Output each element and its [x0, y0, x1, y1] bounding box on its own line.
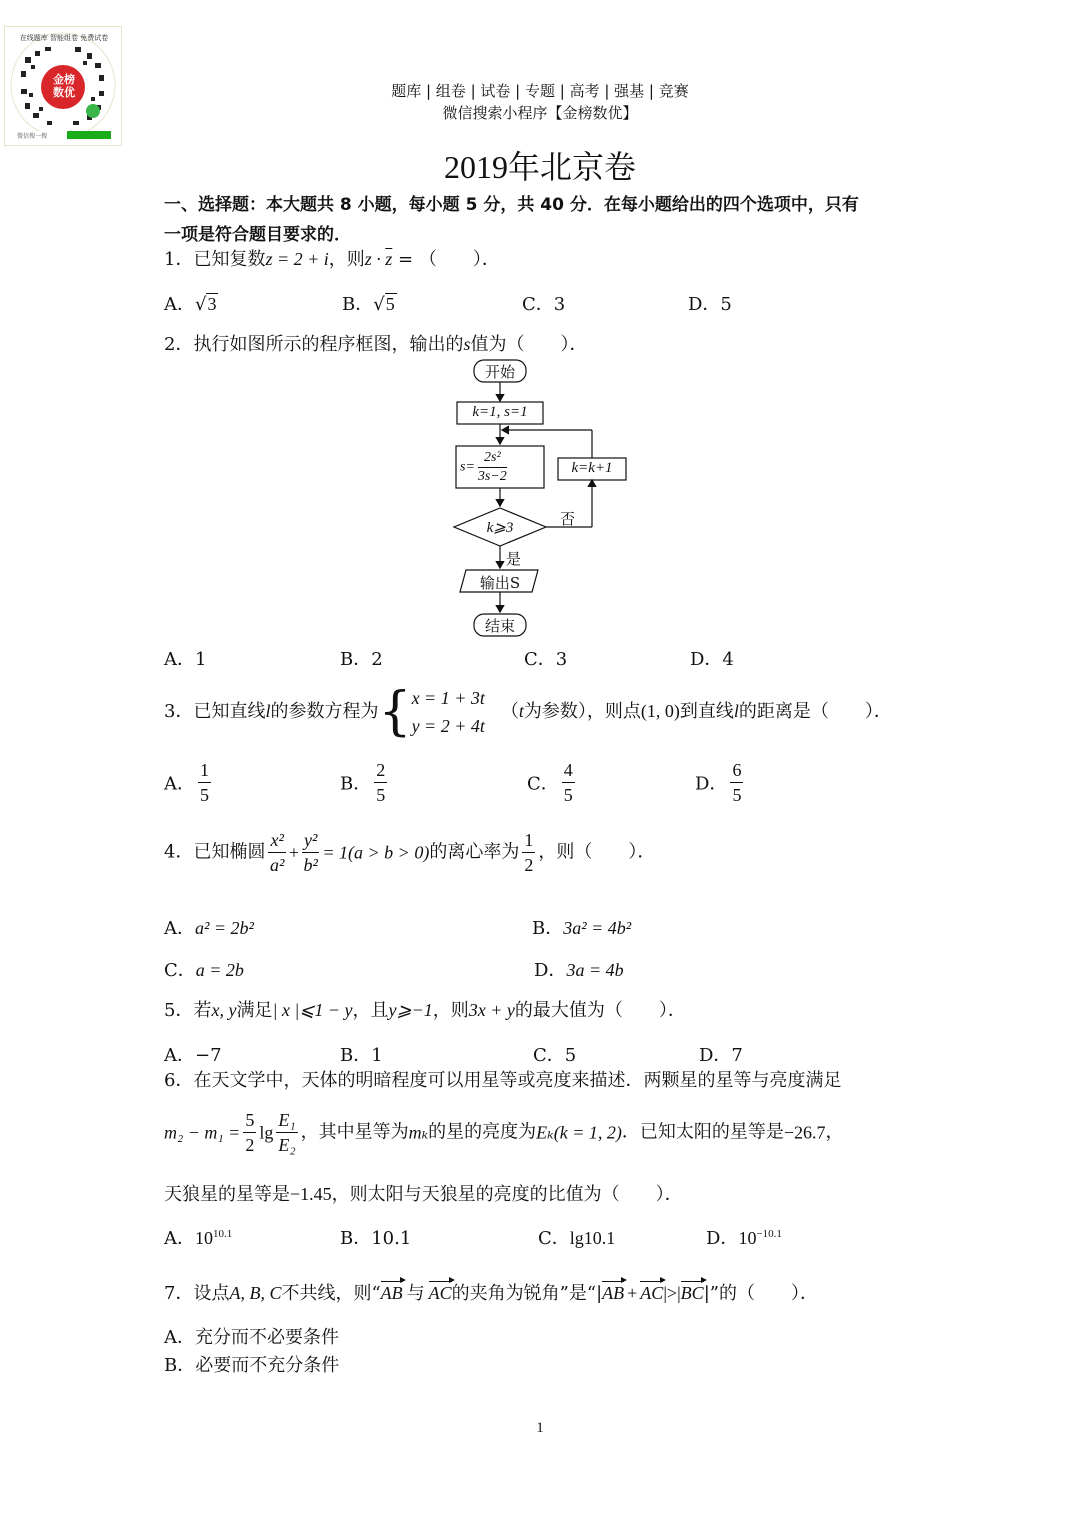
- fc-yes-label: 是: [506, 550, 522, 568]
- question-3: 3．已知直线l的参数方程为{ x = 1 + 3t y = 2 + 4t （t为参数），则点(1, 0)到直线l的距离是（ ）．: [164, 682, 892, 742]
- page-title: 2019年北京卷: [443, 149, 636, 185]
- q5-option-a: A．−7: [164, 1045, 222, 1066]
- q6-option-b: B．10.1: [340, 1228, 412, 1249]
- question-2: 2．执行如图所示的程序框图，输出的s值为（ ）．: [164, 334, 588, 355]
- fc-end: 结束: [484, 617, 515, 635]
- q1-option-c: C．3: [522, 294, 566, 315]
- question-1: 1．已知复数z = 2 + i，则$z \cdot \overline{z}$ = （ ）．: [164, 249, 500, 270]
- logo-text: 金榜数优: [53, 73, 75, 99]
- q3-option-c: C． $\frac{4}{5}$: [527, 760, 573, 805]
- q6-option-a: A．$10^{10.1}$: [164, 1228, 233, 1249]
- q1-option-a: A．√3: [164, 294, 217, 315]
- qr-footer: 微信搜一搜: [17, 133, 48, 140]
- fc-no-label: 否: [560, 510, 576, 528]
- q3-option-d: D． $\frac{6}{5}$: [695, 760, 742, 805]
- fc-init: k=1, s=1: [472, 404, 528, 420]
- question-6-formula: m₂ − m₁ = $\frac{5}{2}$ lg $\frac{\text{E₁}}{\text{E₂}}$ ，其中星等为mₖ的星的亮度为Eₖ(k = 1, 2)．已知太阳的星等是−26.7，: [164, 1110, 844, 1155]
- question-6-line-1: 6．在天文学中，天体的明暗程度可以用星等或亮度来描述．两颗星的星等与亮度满足: [164, 1070, 842, 1091]
- fc-output: 输出S: [479, 574, 521, 592]
- q5-option-c: C．5: [533, 1045, 577, 1066]
- q4-option-d: D．3a = 4b: [534, 960, 624, 981]
- q3-option-b: B． $\frac{2}{5}$: [340, 760, 386, 805]
- q4-option-a: A．a² = 2b²: [164, 918, 254, 939]
- q7-option-b: B．必要而不充分条件: [164, 1355, 340, 1376]
- question-6-line-3: 天狼星的星等是−1.45，则太阳与天狼星的亮度的比值为（ ）．: [164, 1184, 683, 1205]
- q6-option-d: D．$10^{-10.1}$: [706, 1228, 782, 1249]
- q2-option-b: B．2: [340, 649, 383, 670]
- q3-option-a: A． $\frac{1}{5}$: [164, 760, 209, 805]
- q1-option-d: D．5: [688, 294, 732, 315]
- header-sub: 微信搜索小程序【金榜数优】: [442, 104, 638, 122]
- qr-ring-text: 在线题库 智能组卷 免费试卷: [19, 34, 109, 42]
- q4-option-c: C．a = 2b: [164, 960, 244, 981]
- q6-option-c: C．lg10.1: [538, 1228, 616, 1249]
- q7-option-a: A．充分而不必要条件: [164, 1327, 339, 1348]
- q5-option-b: B．1: [340, 1045, 383, 1066]
- question-7: 7．设点A, B, C不共线，则“AB 与 AC的夹角为锐角”是“|AB + AC|>|BC|”的（ ）．: [164, 1280, 818, 1307]
- flowchart-lines: [440, 356, 640, 642]
- section-line-2: 一项是符合题目要求的．: [164, 225, 351, 245]
- q5-option-d: D．7: [699, 1045, 743, 1066]
- q2-option-a: A．1: [164, 649, 207, 670]
- q2-option-d: D．4: [690, 649, 734, 670]
- flowchart: [440, 356, 640, 642]
- fc-increment: k=k+1: [571, 460, 613, 476]
- page-number: 1: [536, 1420, 544, 1436]
- question-4: 4．已知椭圆 $\frac{\text{x²}}{\text{a²}}$ + $\frac{\text{y²}}{\text{b²}}$ = 1(a > b > 0)的离心率为 $\frac{1}{2}$ ，则（ ）．: [164, 830, 656, 875]
- q4-option-b: B．3a² = 4b²: [532, 918, 632, 939]
- question-5: 5．若x, y满足| x |⩽1 − y，且y⩾−1，则3x + y的最大值为（ ）．: [164, 1000, 686, 1021]
- fc-condition: k⩾3: [486, 520, 514, 536]
- q2-option-c: C．3: [524, 649, 568, 670]
- fc-assign: s= $\frac{\text{2s²}}{3s-2}$: [460, 450, 507, 484]
- header-nav: 题库 | 组卷 | 试卷 | 专题 | 高考 | 强基 | 竞赛: [391, 82, 689, 100]
- fc-start: 开始: [484, 363, 515, 381]
- section-line-1: 一、选择题：本大题共 8 小题，每小题 5 分，共 40 分．在每小题给出的四个选项中，只有: [164, 195, 859, 215]
- q1-option-b: B．√5: [342, 294, 395, 315]
- section-header: [164, 190, 859, 250]
